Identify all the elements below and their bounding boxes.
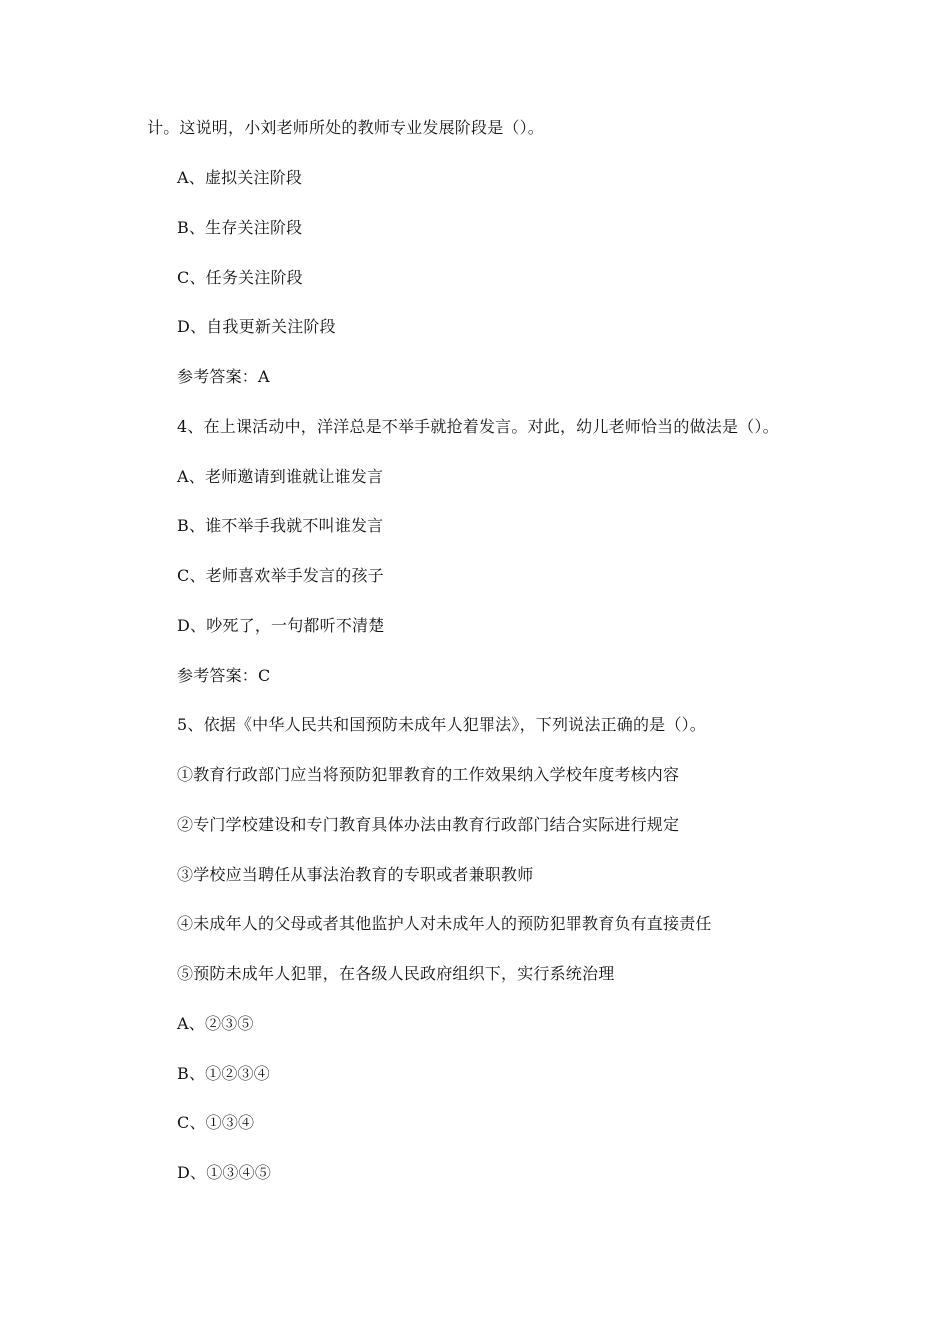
q5-option-a: A、②③⑤ (177, 1014, 254, 1033)
q4-option-b: B、谁不举手我就不叫谁发言 (177, 516, 384, 535)
q4-question: 4、在上课活动中，洋洋总是不举手就抢着发言。对此，幼儿老师恰当的做法是（）。 (177, 417, 779, 436)
q3-option-a: A、虚拟关注阶段 (177, 168, 303, 187)
q5-statement-3: ③学校应当聘任从事法治教育的专职或者兼职教师 (177, 865, 534, 884)
q5-statement-1: ①教育行政部门应当将预防犯罪教育的工作效果纳入学校年度考核内容 (177, 765, 680, 784)
q3-option-d: D、自我更新关注阶段 (177, 317, 336, 336)
q5-option-b: B、①②③④ (177, 1064, 270, 1083)
question-3-continuation: 计。这说明，小刘老师所处的教师专业发展阶段是（）。 (147, 118, 545, 137)
q3-answer: 参考答案：A (177, 367, 270, 386)
q5-statement-5: ⑤预防未成年人犯罪，在各级人民政府组织下，实行系统治理 (177, 964, 615, 983)
q5-option-d: D、①③④⑤ (177, 1163, 272, 1182)
q5-statement-2: ②专门学校建设和专门教育具体办法由教育行政部门结合实际进行规定 (177, 815, 680, 834)
q5-question: 5、依据《中华人民共和国预防未成年人犯罪法》，下列说法正确的是（）。 (177, 715, 706, 734)
q4-option-d: D、吵死了，一句都听不清楚 (177, 616, 385, 635)
q4-option-a: A、老师邀请到谁就让谁发言 (177, 467, 384, 486)
q5-option-c: C、①③④ (177, 1113, 255, 1132)
q4-answer: 参考答案：C (177, 666, 271, 685)
q3-option-c: C、任务关注阶段 (177, 268, 303, 287)
q4-option-c: C、老师喜欢举手发言的孩子 (177, 566, 384, 585)
q3-option-b: B、生存关注阶段 (177, 218, 303, 237)
q5-statement-4: ④未成年人的父母或者其他监护人对未成年人的预防犯罪教育负有直接责任 (177, 914, 712, 933)
